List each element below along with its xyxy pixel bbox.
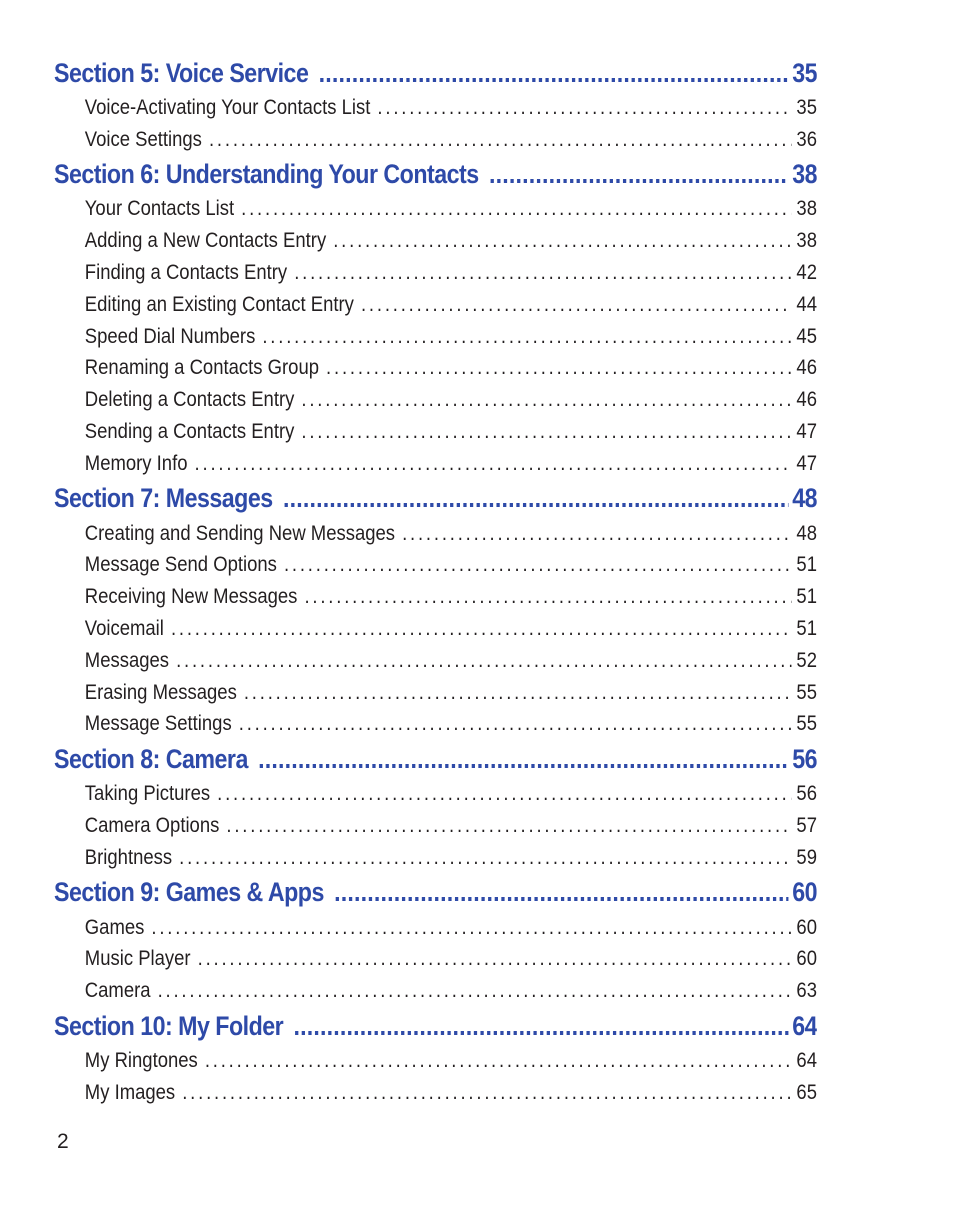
- entry-page-number: 51: [796, 617, 817, 641]
- section-page-number: 60: [792, 877, 817, 908]
- entry-page-number: 38: [796, 197, 817, 221]
- entry-title: Deleting a Contacts Entry: [84, 388, 295, 412]
- entry-page-number: 59: [796, 845, 817, 869]
- section-title: Section 9: Games & Apps: [54, 877, 324, 908]
- dot-leader: [198, 947, 792, 971]
- dot-leader: [301, 420, 791, 444]
- toc-section-heading[interactable]: [54, 874, 817, 912]
- entry-page-number: 38: [796, 229, 817, 253]
- dot-leader: [294, 261, 791, 285]
- dot-leader: [402, 522, 791, 546]
- entry-title: Voice Settings: [84, 127, 202, 151]
- entry-page-number: 56: [796, 782, 817, 806]
- entry-page-number: 51: [796, 553, 817, 577]
- dot-leader: [326, 356, 791, 380]
- toc-entry[interactable]: [54, 124, 817, 156]
- dot-leader: [284, 553, 791, 577]
- entry-title: Memory Info: [84, 451, 188, 475]
- toc-entry[interactable]: [54, 289, 817, 321]
- dot-leader: [377, 96, 791, 120]
- dot-leader: [239, 712, 791, 736]
- entry-title: Erasing Messages: [84, 680, 237, 704]
- dot-leader: [301, 388, 791, 412]
- entry-title: Your Contacts List: [84, 197, 235, 221]
- dot-leader: [283, 483, 789, 514]
- dot-leader: [241, 197, 791, 221]
- toc-entry[interactable]: [54, 92, 817, 124]
- toc-entry[interactable]: [54, 645, 817, 677]
- entry-page-number: 64: [796, 1049, 817, 1073]
- toc-entry[interactable]: [54, 550, 817, 582]
- entry-title: Receiving New Messages: [84, 585, 298, 609]
- entry-title: Renaming a Contacts Group: [84, 356, 320, 380]
- entry-title: Speed Dial Numbers: [84, 324, 256, 348]
- entry-title: Creating and Sending New Messages: [84, 521, 396, 545]
- toc-entry[interactable]: [54, 257, 817, 289]
- entry-page-number: 46: [796, 356, 817, 380]
- entry-page-number: 55: [796, 680, 817, 704]
- dot-leader: [151, 916, 791, 940]
- entry-page-number: 63: [796, 979, 817, 1003]
- toc-entry[interactable]: [54, 518, 817, 550]
- entry-title: Brightness: [84, 845, 173, 869]
- dot-leader: [319, 58, 789, 89]
- toc-entry[interactable]: [54, 581, 817, 613]
- entry-title: Voice-Activating Your Contacts List: [84, 95, 371, 119]
- dot-leader: [205, 1049, 791, 1073]
- dot-leader: [293, 1011, 788, 1042]
- entry-title: Message Settings: [84, 712, 232, 736]
- entry-page-number: 36: [796, 127, 817, 151]
- toc-entry[interactable]: [54, 778, 817, 810]
- toc-entry[interactable]: [54, 353, 817, 385]
- toc-entry[interactable]: [54, 810, 817, 842]
- toc-entry[interactable]: [54, 321, 817, 353]
- dot-leader: [158, 979, 792, 1003]
- toc-entry[interactable]: [54, 709, 817, 741]
- entry-title: Editing an Existing Contact Entry: [84, 292, 354, 316]
- entry-page-number: 55: [796, 712, 817, 736]
- toc-entry[interactable]: [54, 975, 817, 1007]
- section-title: Section 8: Camera: [54, 743, 248, 774]
- toc-section-heading[interactable]: [54, 740, 817, 778]
- toc-entry[interactable]: [54, 384, 817, 416]
- toc-entry[interactable]: [54, 194, 817, 226]
- dot-leader: [361, 293, 791, 317]
- entry-page-number: 45: [796, 324, 817, 348]
- entry-page-number: 47: [796, 420, 817, 444]
- dot-leader: [334, 877, 789, 908]
- dot-leader: [262, 325, 791, 349]
- section-title: Section 10: My Folder: [54, 1010, 284, 1041]
- dot-leader: [258, 744, 789, 775]
- dot-leader: [171, 617, 791, 641]
- dot-leader: [226, 814, 791, 838]
- dot-leader: [176, 649, 791, 673]
- dot-leader: [182, 1081, 791, 1105]
- toc-section-heading[interactable]: [54, 54, 817, 92]
- section-page-number: 35: [792, 57, 817, 88]
- toc-entry[interactable]: [54, 842, 817, 874]
- entry-title: My Images: [84, 1080, 176, 1104]
- entry-title: My Ringtones: [84, 1049, 198, 1073]
- toc-entry[interactable]: [54, 1077, 817, 1109]
- toc-section-heading[interactable]: [54, 480, 817, 518]
- dot-leader: [333, 229, 791, 253]
- entry-title: Games: [84, 915, 145, 939]
- dot-leader: [244, 681, 791, 705]
- entry-title: Camera Options: [84, 814, 220, 838]
- entry-title: Adding a New Contacts Entry: [84, 229, 327, 253]
- entry-page-number: 60: [796, 947, 817, 971]
- entry-page-number: 44: [796, 292, 817, 316]
- entry-page-number: 52: [796, 648, 817, 672]
- dot-leader: [217, 782, 791, 806]
- dot-leader: [179, 846, 791, 870]
- toc-entry[interactable]: [54, 448, 817, 480]
- entry-page-number: 35: [796, 95, 817, 119]
- toc-entry[interactable]: [54, 225, 817, 257]
- section-title: Section 5: Voice Service: [54, 57, 309, 88]
- toc-entry[interactable]: [54, 912, 817, 944]
- toc-entry[interactable]: [54, 613, 817, 645]
- toc-section-heading[interactable]: [54, 1007, 817, 1045]
- toc-entry[interactable]: [54, 944, 817, 976]
- dot-leader: [489, 159, 789, 190]
- entry-page-number: 48: [796, 521, 817, 545]
- dot-leader: [304, 585, 791, 609]
- entry-title: Sending a Contacts Entry: [84, 420, 295, 444]
- entry-title: Messages: [84, 648, 170, 672]
- entry-title: Camera: [84, 979, 151, 1003]
- entry-title: Taking Pictures: [84, 782, 211, 806]
- page-number: 2: [57, 1130, 69, 1153]
- entry-title: Music Player: [84, 947, 191, 971]
- dot-leader: [209, 128, 791, 152]
- entry-title: Finding a Contacts Entry: [84, 261, 288, 285]
- toc-section-heading[interactable]: [54, 156, 817, 194]
- toc-entry[interactable]: [54, 416, 817, 448]
- entry-page-number: 42: [796, 261, 817, 285]
- entry-page-number: 46: [796, 388, 817, 412]
- section-title: Section 7: Messages: [54, 483, 273, 514]
- entry-page-number: 47: [796, 451, 817, 475]
- entry-page-number: 60: [796, 915, 817, 939]
- entry-page-number: 51: [796, 585, 817, 609]
- entry-page-number: 57: [796, 814, 817, 838]
- section-title: Section 6: Understanding Your Contacts: [54, 159, 479, 190]
- entry-title: Message Send Options: [84, 553, 277, 577]
- section-page-number: 38: [792, 159, 817, 190]
- toc-entry[interactable]: [54, 677, 817, 709]
- entry-page-number: 65: [796, 1080, 817, 1104]
- section-page-number: 64: [792, 1010, 817, 1041]
- dot-leader: [195, 452, 792, 476]
- section-page-number: 48: [792, 483, 817, 514]
- toc-entry[interactable]: [54, 1045, 817, 1077]
- section-page-number: 56: [792, 743, 817, 774]
- table-of-contents: [54, 54, 817, 1109]
- entry-title: Voicemail: [84, 617, 164, 641]
